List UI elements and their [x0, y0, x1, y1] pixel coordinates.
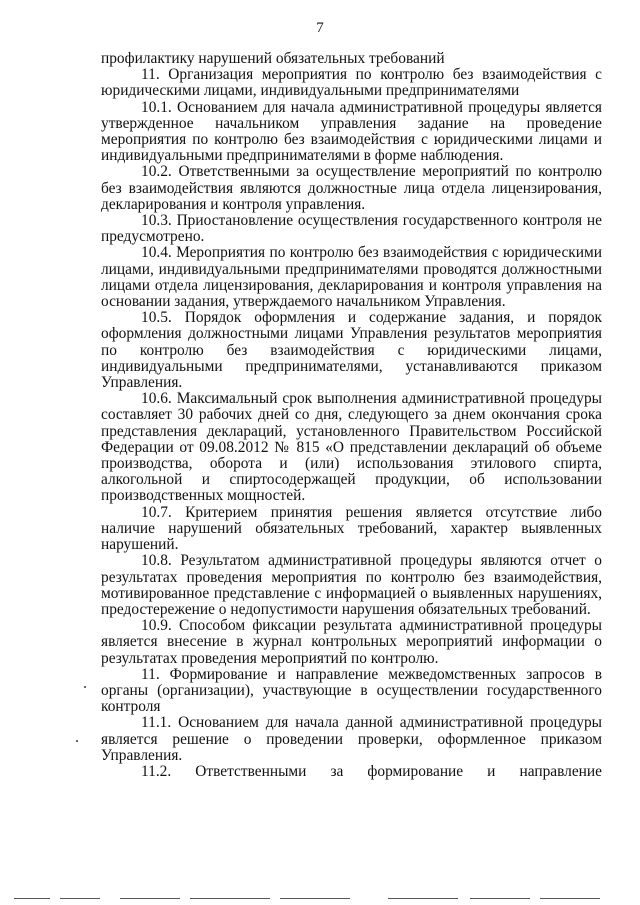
footer-line: [190, 898, 270, 899]
footer-line: [540, 898, 600, 899]
paragraph: 10.7. Критерием принятия решения является отсутствие либо наличие нарушений обязательных требований, характер выявленных нарушений.: [101, 503, 602, 554]
paragraph: 10.5. Порядок оформления и содержание задания, и порядок оформления должностными лицами Управления результатов мероприятия по контролю без взаимодействия с юридическими лицами, индивидуальными предпринимателями, устанавливаются приказом Управления.: [101, 309, 602, 392]
footer-line: [388, 898, 458, 899]
section-heading: 11. Организация мероприятия по контролю без взаимодействия с юридическими лицами, индивидуальными предпринимателями: [101, 66, 602, 100]
section-heading: 11. Формирование и направление межведомственных запросов в органы (организации), участвующие в осуществлении государственного контроля: [101, 665, 602, 716]
scan-speck: [84, 686, 86, 688]
footer-line: [120, 898, 180, 899]
paragraph: профилактику нарушений обязательных требований: [101, 50, 445, 67]
scan-speck: [76, 740, 78, 742]
footer-scan-lines: [0, 895, 640, 905]
paragraph: 10.6. Максимальный срок выполнения административной процедуры составляет 30 рабочих дней со дня, следующего за днем окончания срока представления деклараций, установленного Правительством Российской Федерации от 09.08.2012 № 815 «О представлении деклараций об объеме производства, оборота и (или) использования этилового спирта, алкогольной и спиртосодержащей продукции, об использовании производственных мощностей.: [101, 390, 602, 505]
footer-line: [470, 898, 530, 899]
paragraph: 10.8. Результатом административной процедуры являются отчет о результатах проведения мероприятия по контролю без взаимодействия, мотивированное представление с информацией о выявленных нарушениях, предостережение о недопустимости нарушения обязательных требований.: [101, 552, 602, 618]
footer-line: [280, 898, 350, 899]
paragraph: 11.2. Ответственными за формирование и направление: [141, 762, 602, 780]
page-number: 7: [316, 20, 324, 36]
footer-line: [14, 898, 50, 899]
paragraph: 10.3. Приостановление осуществления государственного контроля не предусмотрено.: [101, 212, 602, 246]
document-body: [101, 51, 602, 780]
paragraph: 10.1. Основанием для начала административной процедуры является утвержденное начальником управления задание на проведение мероприятия по контролю без взаимодействия с юридическими лицами и индивидуальными предпринимателями в форме наблюдения.: [101, 98, 602, 165]
paragraph: 10.9. Способом фиксации результата административной процедуры является внесение в журнал контрольных мероприятий информации о результатах проведения мероприятий по контролю.: [101, 617, 602, 667]
paragraph: 10.2. Ответственными за осуществление мероприятий по контролю без взаимодействия являются должностные лица отдела лицензирования, декларирования и контроля управления.: [101, 163, 602, 213]
footer-line: [60, 898, 100, 899]
paragraph: 10.4. Мероприятия по контролю без взаимодействия с юридическими лицами, индивидуальными предпринимателями проводятся должностными лицами отдела лицензирования, декларирования и контроля управления на основании задания, утверждаемого начальником Управления.: [101, 244, 602, 311]
paragraph: 11.1. Основанием для начала данной административной процедуры является решение о проведении проверки, оформленное приказом Управления.: [101, 714, 602, 764]
